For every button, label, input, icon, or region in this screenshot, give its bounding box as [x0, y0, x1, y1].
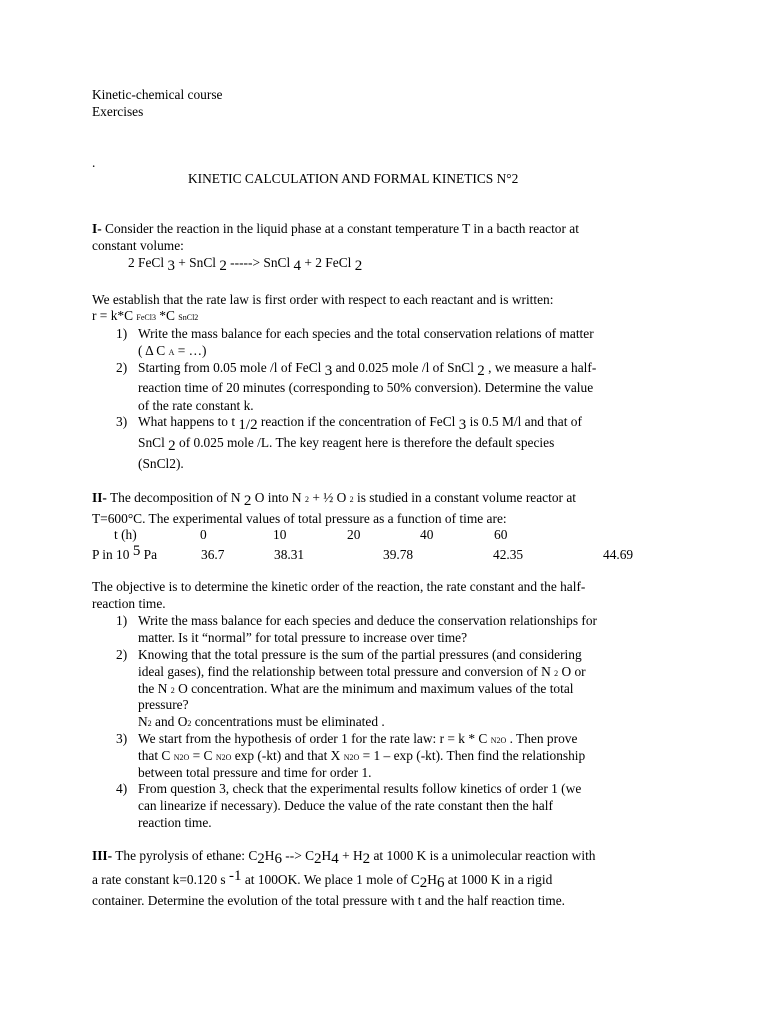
table-pressure-cell: 44.69	[603, 547, 634, 562]
ex2-q4-line-1: From question 3, check that the experimental results follow kinetics of order 1 (we	[138, 781, 582, 796]
ex2-q1-number: 1)	[116, 613, 128, 628]
ex1-q2-line-2: reaction time of 20 minutes (corresponding to 50% conversion). Determine the value	[138, 380, 594, 395]
table-time-label: t (h)	[114, 527, 137, 542]
ex2-q1-line-1: Write the mass balance for each species and deduce the conservation relationships for	[138, 613, 598, 628]
ex1-label: I-	[92, 221, 102, 236]
ex3-line-1: III- The pyrolysis of ethane: C2H6 --> C2H4 + H2 at 1000 K is a unimolecular reaction with	[92, 848, 596, 867]
table-pressure-cell: 42.35	[493, 547, 524, 562]
ex2-q2-line-4: pressure?	[138, 697, 189, 712]
ex2-intro-line-1: II- The decomposition of N 2 O into N 2 + ½ O 2 is studied in a constant volume reactor at	[92, 490, 576, 509]
ex3-label: III-	[92, 848, 113, 863]
ex2-q3-line-3: between total pressure and time for order 1.	[138, 765, 372, 780]
dot-mark: .	[92, 155, 96, 170]
ex1-q3-line-1: What happens to t 1/2 reaction if the concentration of FeCl 3 is 0.5 M/l and that of	[138, 414, 582, 433]
ex1-q1-number: 1)	[116, 326, 128, 341]
table-time-cell: 20	[347, 527, 361, 542]
course-name: Kinetic-chemical course	[92, 87, 223, 102]
ex1-intro-line-2: constant volume:	[92, 238, 184, 253]
table-time-cell: 0	[200, 527, 207, 542]
ex1-equation: 2 FeCl 3 + SnCl 2 -----> SnCl 4 + 2 FeCl 2	[128, 255, 363, 274]
ex1-q3-line-2: SnCl 2 of 0.025 mole /L. The key reagent here is therefore the default species	[138, 435, 555, 454]
table-time-cell: 40	[420, 527, 434, 542]
page-title: KINETIC CALCULATION AND FORMAL KINETICS N°2	[188, 171, 519, 186]
exercises-label: Exercises	[92, 104, 144, 119]
ex1-q3-number: 3)	[116, 414, 128, 429]
ex2-intro-line-2: T=600°C. The experimental values of total pressure as a function of time are:	[92, 511, 507, 526]
ex2-objective-line-1: The objective is to determine the kinetic order of the reaction, the rate constant and the half-	[92, 579, 586, 594]
table-time-cell: 60	[494, 527, 508, 542]
ex1-q2-line-1: Starting from 0.05 mole /l of FeCl 3 and 0.025 mole /l of SnCl 2 , we measure a half-	[138, 360, 597, 379]
ex2-q1-line-2: matter. Is it “normal” for total pressure to increase over time?	[138, 630, 468, 645]
ex2-q4-line-2: can linearize if necessary). Deduce the value of the rate constant then the half	[138, 798, 553, 813]
ex2-label: II-	[92, 490, 107, 505]
ex2-objective-line-2: reaction time.	[92, 596, 166, 611]
ex2-q2-line-2: ideal gases), find the relationship between total pressure and conversion of N 2 O or	[138, 664, 586, 679]
ex3-line-3: container. Determine the evolution of the total pressure with t and the half reaction time.	[92, 893, 565, 908]
ex2-q3-number: 3)	[116, 731, 128, 746]
ex1-rate-text: We establish that the rate law is first order with respect to each reactant and is written:	[92, 292, 554, 307]
ex2-q4-line-3: reaction time.	[138, 815, 212, 830]
ex2-q4-number: 4)	[116, 781, 128, 796]
table-pressure-cell: 38.31	[274, 547, 305, 562]
ex2-q2-line-5: N2 and O2 concentrations must be eliminated .	[138, 714, 385, 729]
ex2-q2-number: 2)	[116, 647, 128, 662]
ex2-q2-line-1: Knowing that the total pressure is the sum of the partial pressures (and considering	[138, 647, 582, 662]
ex1-q2-line-3: of the rate constant k.	[138, 398, 254, 413]
ex3-line-2: a rate constant k=0.120 s -1 at 100OK. We place 1 mole of C2H6 at 1000 K in a rigid	[92, 868, 553, 891]
ex1-q1-line-1: Write the mass balance for each species and the total conservation relations of matter	[138, 326, 594, 341]
ex2-q3-line-2: that C N2O = C N2O exp (-kt) and that X N2O = 1 – exp (-kt). Then find the relationship	[138, 748, 586, 763]
ex1-intro-line-1: I- Consider the reaction in the liquid phase at a constant temperature T in a bacth reactor at	[92, 221, 579, 236]
table-pressure-cell: 39.78	[383, 547, 414, 562]
table-pressure-label: P in 10 5 Pa	[92, 543, 158, 562]
ex1-rate-law: r = k*C FeCl3 *C SnCl2	[92, 308, 199, 323]
table-time-cell: 10	[273, 527, 287, 542]
ex1-q3-line-3: (SnCl2).	[138, 456, 184, 471]
ex2-q2-line-3: the N 2 O concentration. What are the minimum and maximum values of the total	[138, 681, 574, 696]
ex2-q3-line-1: We start from the hypothesis of order 1 for the rate law: r = k * C N2O . Then prove	[138, 731, 578, 746]
ex1-q1-line-2: ( Δ C A = …)	[138, 343, 207, 358]
ex1-q2-number: 2)	[116, 360, 128, 375]
table-pressure-cell: 36.7	[201, 547, 225, 562]
